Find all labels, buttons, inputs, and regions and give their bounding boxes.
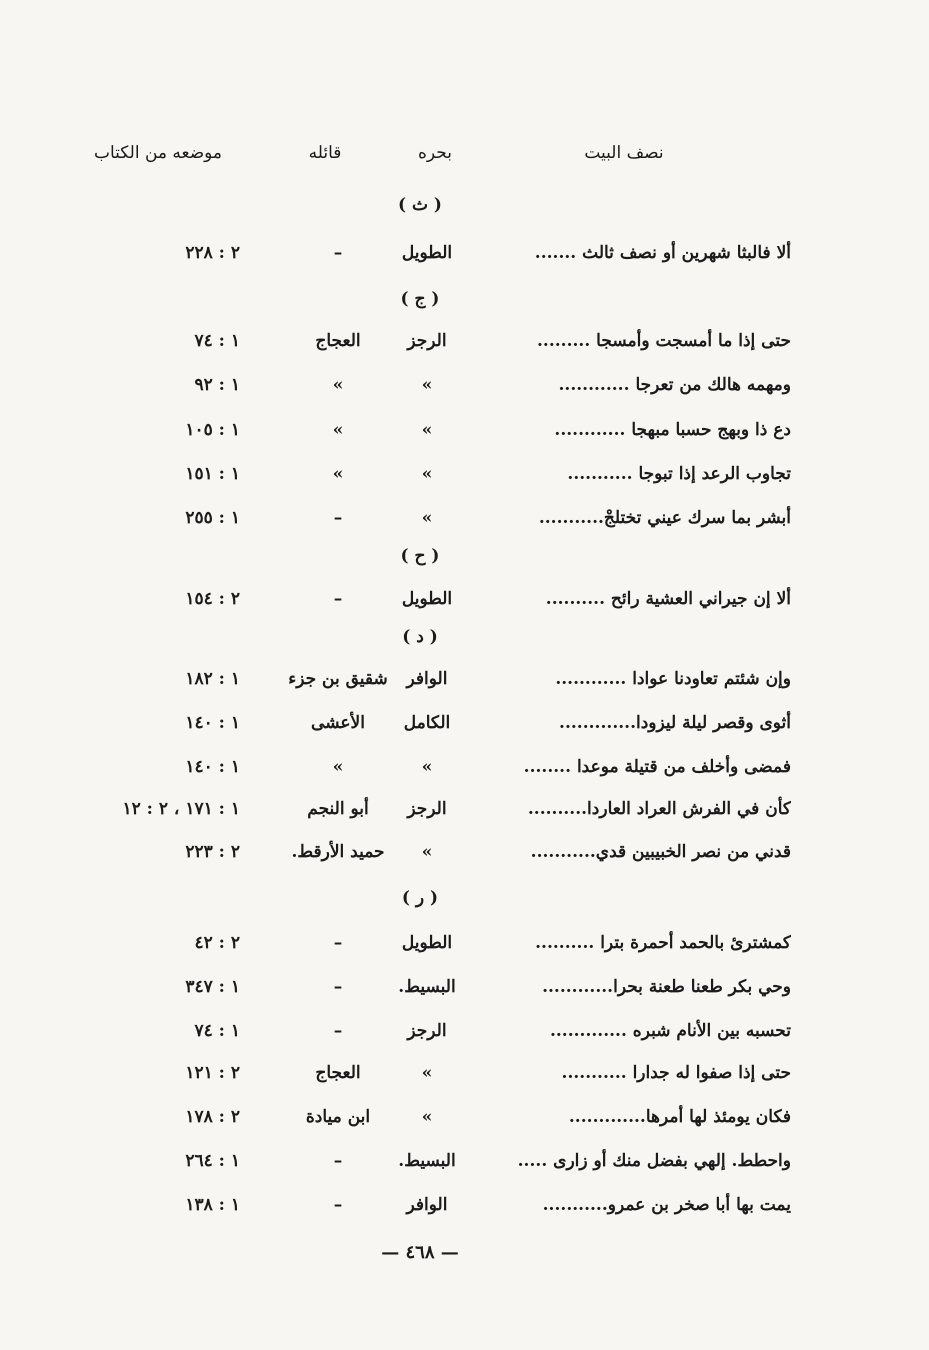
table-row bbox=[0, 972, 929, 1002]
location-cell: ١ : ٧٤ bbox=[194, 1021, 240, 1041]
meter-cell: الوافر bbox=[406, 1195, 448, 1215]
meter-cell: الكامل bbox=[403, 713, 451, 733]
meter-cell: الرجز bbox=[407, 331, 447, 351]
table-row bbox=[0, 238, 929, 268]
meter-cell: » bbox=[421, 508, 433, 528]
table-row bbox=[0, 370, 929, 400]
poet-cell: – bbox=[333, 243, 343, 263]
poet-cell: ابن ميادة bbox=[305, 1107, 371, 1127]
location-cell: ١ : ١٣٨ bbox=[185, 1195, 240, 1215]
verse-text: قدني من نصر الخبيبين قدي........... bbox=[530, 842, 791, 862]
header-meter: بحره bbox=[418, 143, 452, 163]
section-letter: ( ر ) bbox=[401, 888, 439, 908]
meter-cell: الرجز bbox=[407, 1021, 447, 1041]
table-row bbox=[0, 752, 929, 782]
location-cell: ١ : ٣٤٧ bbox=[185, 977, 240, 997]
meter-cell: » bbox=[421, 1107, 433, 1127]
meter-cell: » bbox=[421, 420, 433, 440]
table-row bbox=[0, 794, 929, 824]
verse-text: ألا فالبثا شهرين أو نصف ثالث ....... bbox=[534, 243, 791, 263]
meter-cell: الطويل bbox=[401, 589, 453, 609]
verse-text: فمضى وأخلف من قتيلة موعدا ........ bbox=[523, 757, 791, 777]
poet-cell: – bbox=[333, 1195, 343, 1215]
poet-cell: أبو النجم bbox=[307, 799, 369, 819]
meter-cell: » bbox=[421, 464, 433, 484]
poet-cell: – bbox=[333, 933, 343, 953]
meter-cell: » bbox=[421, 1063, 433, 1083]
meter-cell: » bbox=[421, 757, 433, 777]
table-row bbox=[0, 708, 929, 738]
poet-cell: – bbox=[333, 1021, 343, 1041]
table-row bbox=[0, 326, 929, 356]
meter-cell: الرجز bbox=[407, 799, 447, 819]
table-row bbox=[0, 459, 929, 489]
location-cell: ٢ : ٢٢٣ bbox=[185, 842, 240, 862]
location-cell: ١ : ١٤٠ bbox=[185, 713, 240, 733]
verse-text: دع ذا وبهج حسبا مبهجا ............ bbox=[554, 420, 791, 440]
table-row bbox=[0, 1102, 929, 1132]
table-row bbox=[0, 415, 929, 445]
table-row bbox=[0, 1058, 929, 1088]
verse-text: أثوى وقصر ليلة ليزودا............. bbox=[559, 713, 791, 733]
verse-text: وحي بكر طعنا طعنة بحرا............ bbox=[542, 977, 791, 997]
location-cell: ٢ : ١٥٤ bbox=[185, 589, 240, 609]
poet-cell: » bbox=[332, 464, 344, 484]
section-letter: ( ح ) bbox=[400, 546, 440, 566]
meter-cell: » bbox=[421, 375, 433, 395]
location-cell: ١ : ١٤٠ bbox=[185, 757, 240, 777]
location-cell: ٢ : ١٧٨ bbox=[185, 1107, 240, 1127]
location-cell: ١ : ٢٥٥ bbox=[185, 508, 240, 528]
location-cell: ١ : ١٨٢ bbox=[185, 669, 240, 689]
meter-cell: الطويل bbox=[401, 243, 453, 263]
table-row bbox=[0, 837, 929, 867]
meter-cell: الوافر bbox=[406, 669, 448, 689]
poet-cell: العجاج bbox=[315, 1063, 361, 1083]
verse-text: كأن في الفرش العراد العاردا.......... bbox=[527, 799, 791, 819]
page-number: — ٤٦٨ — bbox=[381, 1242, 459, 1263]
table-row bbox=[0, 584, 929, 614]
verse-text: حتى إذا ما أمسجت وأمسجا ......... bbox=[537, 331, 791, 351]
table-row bbox=[0, 1190, 929, 1220]
verse-text: وإن شئتم تعاودنا عوادا ............ bbox=[555, 669, 791, 689]
meter-cell: البسيط. bbox=[398, 1151, 456, 1171]
poet-cell: » bbox=[332, 757, 344, 777]
location-cell: ١ : ١٧١ ، ٢ : ١٢ bbox=[122, 799, 240, 819]
poet-cell: الأعشى bbox=[311, 713, 365, 733]
location-cell: ٢ : ٤٢ bbox=[194, 933, 240, 953]
header-location: موضعه من الكتاب bbox=[93, 143, 223, 163]
location-cell: ١ : ٢٦٤ bbox=[185, 1151, 240, 1171]
section-letter: ( د ) bbox=[402, 627, 438, 647]
table-row bbox=[0, 928, 929, 958]
poet-cell: – bbox=[333, 1151, 343, 1171]
verse-text: واحطط. إلهي بفضل منك أو زارى ..... bbox=[517, 1151, 791, 1171]
meter-cell: الطويل bbox=[401, 933, 453, 953]
location-cell: ١ : ٩٢ bbox=[194, 375, 240, 395]
header-verse: نصف البيت bbox=[584, 143, 664, 163]
verse-text: تجاوب الرعد إذا تبوجا ........... bbox=[567, 464, 791, 484]
location-cell: ٢ : ١٢١ bbox=[185, 1063, 240, 1083]
table-row bbox=[0, 503, 929, 533]
poet-cell: حميد الأرقط. bbox=[291, 842, 385, 862]
header-poet: قائله bbox=[308, 143, 342, 163]
poet-cell: » bbox=[332, 375, 344, 395]
verse-text: أبشر بما سرك عيني تختلجْ........... bbox=[538, 508, 791, 528]
table-row bbox=[0, 1016, 929, 1046]
location-cell: ١ : ١٠٥ bbox=[185, 420, 240, 440]
poet-cell: العجاج bbox=[315, 331, 361, 351]
location-cell: ٢ : ٢٢٨ bbox=[185, 243, 240, 263]
verse-text: تحسبه بين الأنام شبره ............. bbox=[549, 1021, 791, 1041]
poet-cell: – bbox=[333, 589, 343, 609]
section-letter: ( ج ) bbox=[400, 289, 440, 309]
verse-text: ألا إن جيراني العشية رائح .......... bbox=[545, 589, 791, 609]
meter-cell: » bbox=[421, 842, 433, 862]
poet-cell: » bbox=[332, 420, 344, 440]
table-row bbox=[0, 664, 929, 694]
location-cell: ١ : ٧٤ bbox=[194, 331, 240, 351]
meter-cell: البسيط. bbox=[398, 977, 456, 997]
verse-text: كمشترئ بالحمد أحمرة بترا .......... bbox=[535, 933, 791, 953]
poet-cell: – bbox=[333, 508, 343, 528]
table-row bbox=[0, 1146, 929, 1176]
verse-text: يمت بها أبا صخر بن عمرو........... bbox=[542, 1195, 791, 1215]
verse-text: حتى إذا صفوا له جدارا ........... bbox=[561, 1063, 791, 1083]
poet-cell: شقيق بن جزء bbox=[288, 669, 388, 689]
section-letter: ( ث ) bbox=[398, 195, 442, 215]
verse-text: ومهمه هالك من تعرجا ............ bbox=[558, 375, 791, 395]
verse-text: فكان يومئذ لها أمرها............. bbox=[568, 1107, 791, 1127]
poet-cell: – bbox=[333, 977, 343, 997]
location-cell: ١ : ١٥١ bbox=[185, 464, 240, 484]
column-header-row bbox=[0, 138, 929, 168]
